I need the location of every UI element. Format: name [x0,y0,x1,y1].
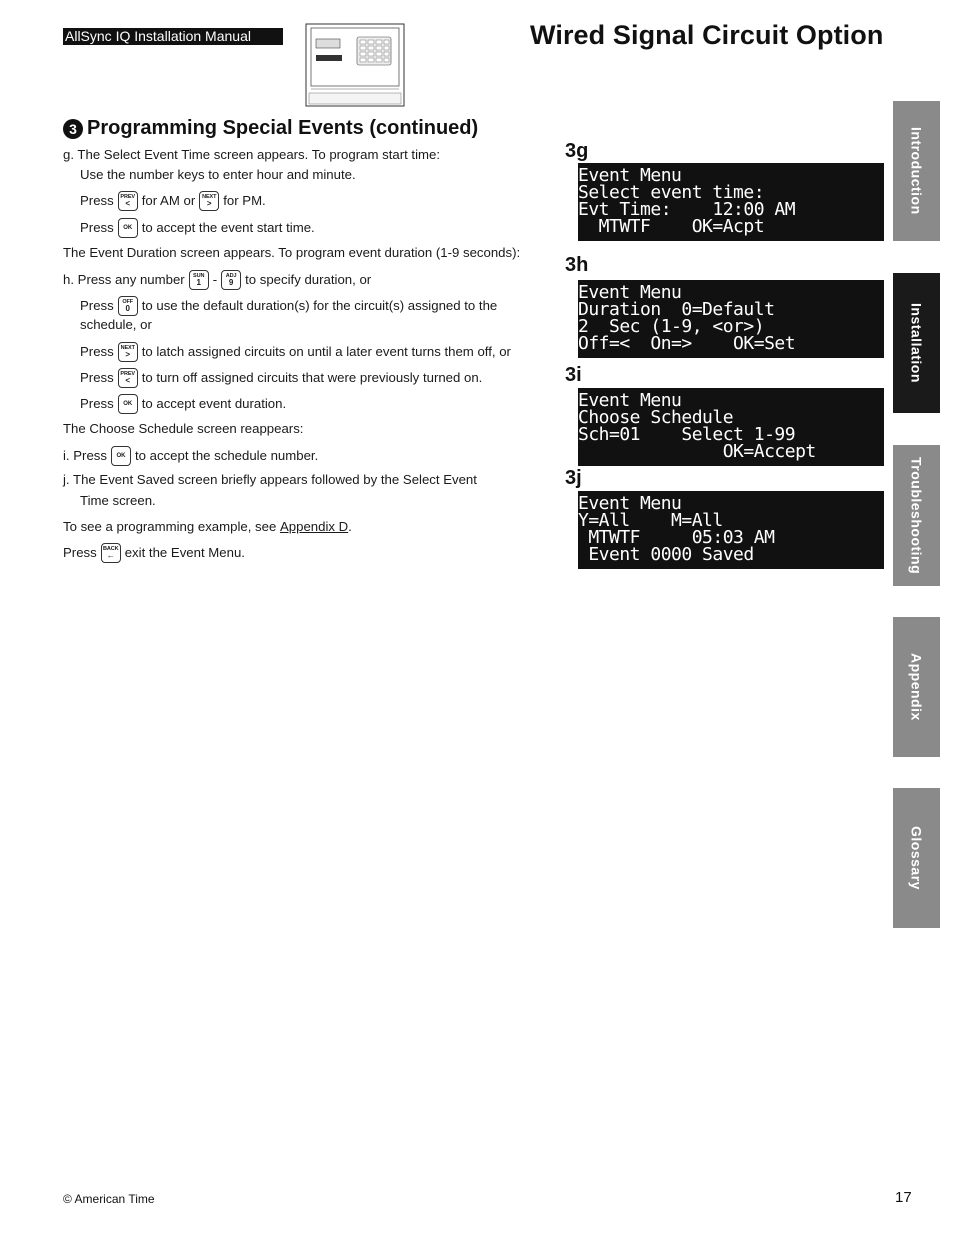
step-g-intro: g. The Select Event Time screen appears. To program start time: [63,147,440,162]
lcd-screen-3i: Event Menu Choose Schedule Sch=01 Select 1-99 OK=Accept [578,388,884,466]
tab-introduction[interactable]: Introduction [893,101,940,241]
screen-label-3j: 3j [565,467,582,489]
page-title: Wired Signal Circuit Option [530,20,884,50]
step-number-badge: 3 [63,119,83,139]
section-title: Programming Special Events (continued) [87,117,479,139]
tab-installation[interactable]: Installation [893,273,940,413]
step-h-number: h. Press any number SUN 1 - ADJ 9 to specify duration, or [63,270,371,290]
tab-appendix[interactable]: Appendix [893,617,940,757]
lcd-screen-3g: Event Menu Select event time: Evt Time: 12:00 AM MTWTF OK=Acpt [578,163,884,241]
example-note: To see a programming example, see Appendix D . [63,519,352,534]
lcd-screen-3j: Event Menu Y=All M=All MTWTF 05:03 AM Event 0000 Saved [578,491,884,569]
schedule-intro: The Choose Schedule screen reappears: [63,421,304,436]
prev-key-icon: PREV < [118,368,138,388]
device-illustration [305,23,405,107]
exit-note: Press BACK ← exit the Event Menu. [63,543,245,563]
off-0-key-icon: OFF 0 [118,296,138,316]
duration-intro: The Event Duration screen appears. To program event duration (1-9 seconds): [63,245,521,260]
screen-label-3i: 3i [565,364,582,386]
step-i: i. Press OK to accept the schedule number. [63,446,318,466]
screen-label-3h: 3h [565,254,589,276]
lcd-screen-3h: Event Menu Duration 0=Default 2 Sec (1-9, <or>) Off=< On=> OK=Set [578,280,884,358]
step-h-latch: Press NEXT > to latch assigned circuits on until a later event turns them off, or [80,342,511,362]
next-key-icon: NEXT > [118,342,138,362]
manual-label: AllSync IQ Installation Manual [63,28,283,45]
step-j-cont: Time screen. [80,493,156,508]
step-g-ampm: Press PREV < for AM or NEXT > for PM. [80,191,266,211]
step-h-default-cont: schedule, or [80,317,152,332]
appendix-d-link[interactable]: Appendix D [279,519,349,534]
step-h-accept: Press OK to accept event duration. [80,394,286,414]
step-g-accept: Press OK to accept the event start time. [80,218,315,238]
page-number: 17 [895,1189,912,1206]
step-g-detail: Use the number keys to enter hour and minute. [80,167,356,182]
sun-1-key-icon: SUN 1 [189,270,209,290]
screen-label-3g: 3g [565,140,589,162]
adj-9-key-icon: ADJ 9 [221,270,241,290]
prev-key-icon: PREV < [118,191,138,211]
next-key-icon: NEXT > [199,191,219,211]
step-j: j. The Event Saved screen briefly appears followed by the Select Event [63,472,477,487]
section-heading [63,117,478,140]
back-key-icon: BACK ← [101,543,121,563]
step-h-default: Press OFF 0 to use the default duration(s) for the circuit(s) assigned to the [80,296,497,316]
copyright: © American Time [63,1192,155,1206]
step-h-off: Press PREV < to turn off assigned circuits that were previously turned on. [80,368,482,388]
ok-key-icon: OK [111,446,131,466]
tab-troubleshooting[interactable]: Troubleshooting [893,445,940,586]
tab-glossary[interactable]: Glossary [893,788,940,928]
ok-key-icon: OK [118,218,138,238]
ok-key-icon: OK [118,394,138,414]
